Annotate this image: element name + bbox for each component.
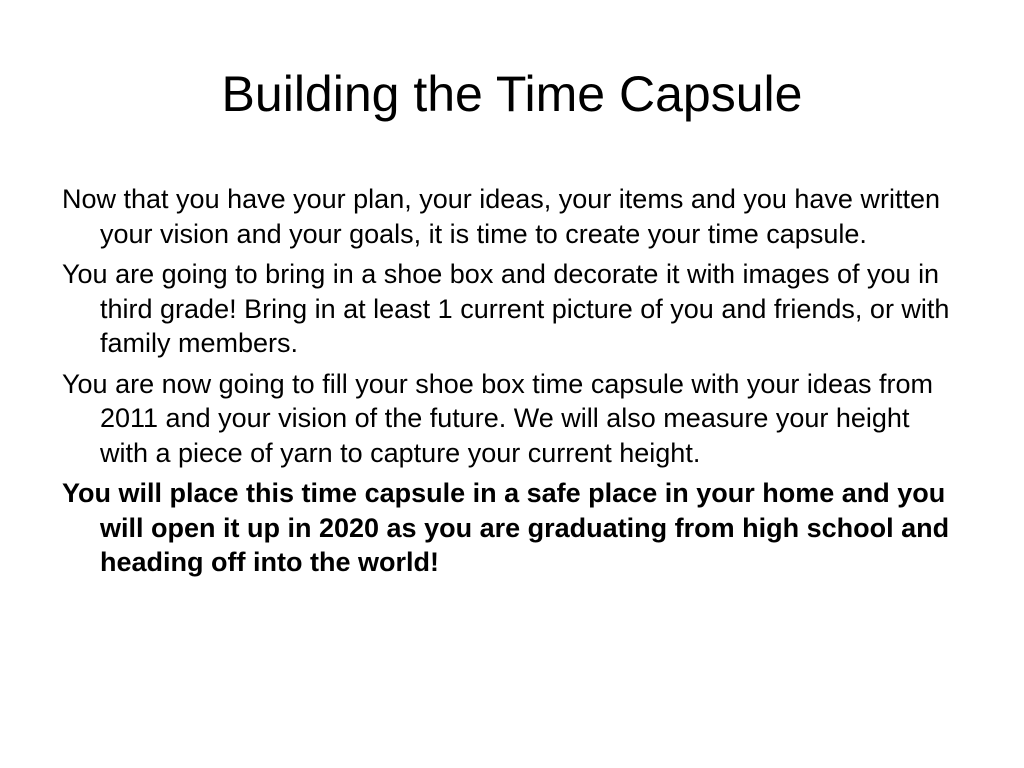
paragraph-shoe-box: You are going to bring in a shoe box and decorate it with images of you in third grade! Bring in at least 1 current picture of you and friends, or with family members.: [62, 259, 950, 358]
paragraph-safe-place: You will place this time capsule in a safe place in your home and you will open it up in 2020 as you are graduating from high school and heading off into the world!: [62, 478, 950, 577]
paragraph-fill-capsule: You are now going to fill your shoe box time capsule with your ideas from 2011 and your vision of the future. We will also measure your height with a piece of yarn to capture your current height.: [62, 368, 933, 468]
slide-body: [62, 182, 962, 586]
paragraph-plan: Now that you have your plan, your ideas, your items and you have written your vision and your goals, it is time to create your time capsule.: [62, 184, 940, 249]
slide-title: Building the Time Capsule: [221, 66, 803, 122]
